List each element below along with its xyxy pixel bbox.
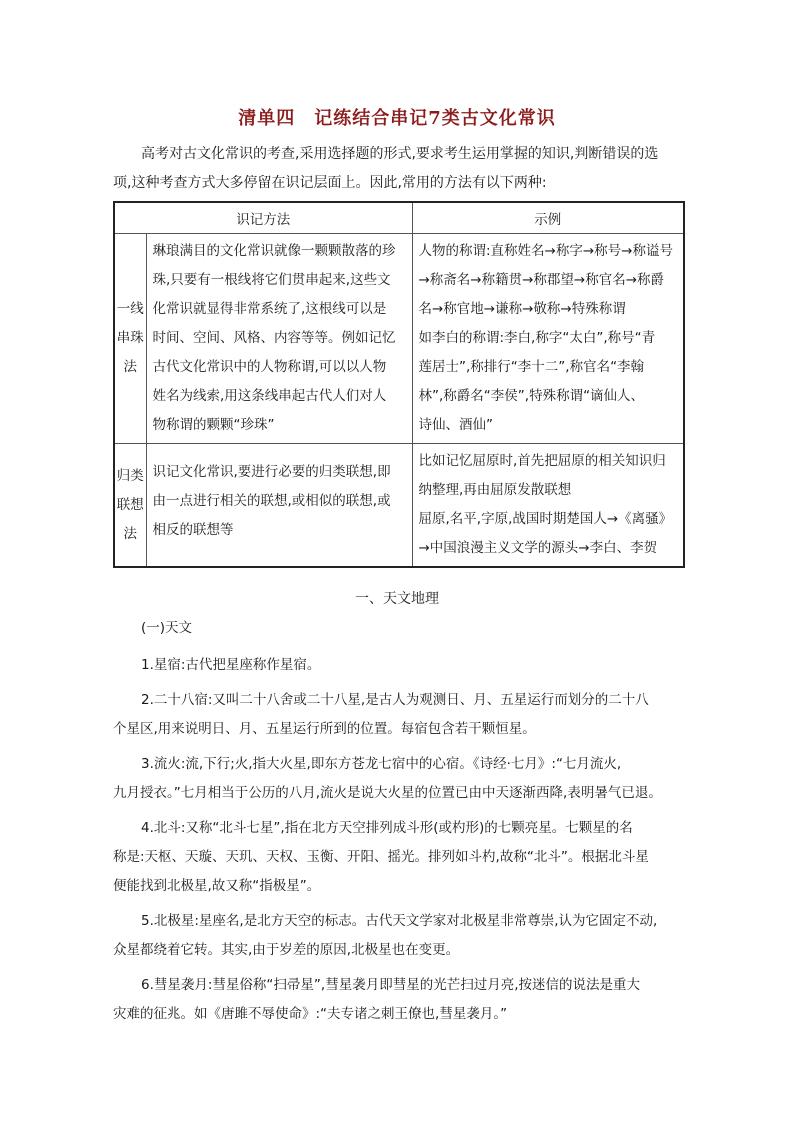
text-line: 古代文化常识中的人物称谓,可以以人物 xyxy=(152,359,387,375)
text-line: 琳琅满目的文化常识就像一颗颗散落的珍 xyxy=(152,243,396,259)
text-line: 便能找到北极星,故又称“指极星”。 xyxy=(113,878,321,894)
list-item xyxy=(113,971,683,1029)
text-line: 称是:天枢、天璇、天玑、天权、玉衡、开阳、摇光。排列如斗杓,故称“北斗”。根据北斗星 xyxy=(113,849,649,865)
text-line: 3.流火:流,下行;火,指大火星,即东方苍龙七宿中的心宿。《诗经·七月》:“七月流火, xyxy=(141,756,622,772)
list-item xyxy=(113,750,683,808)
text-line: 林”,称爵名“李侯”,特殊称谓“谪仙人、 xyxy=(418,388,645,404)
text-line: 个星区,用来说明日、月、五星运行所到的位置。每宿包含若干颗恒星。 xyxy=(113,721,536,737)
header-method: 识记方法 xyxy=(114,202,412,234)
method-example xyxy=(412,234,684,444)
label-line: 一线 xyxy=(116,301,144,317)
subsection-title: (一)天文 xyxy=(141,620,193,636)
text-line: 珠,只要有一根线将它们贯串起来,这些文 xyxy=(152,272,391,288)
label-line: 法 xyxy=(123,525,137,542)
header-example: 示例 xyxy=(412,202,684,234)
text-line: 比如记忆屈原时,首先把屈原的相关知识归 xyxy=(418,453,666,469)
table-header-row xyxy=(114,202,684,234)
text-line: 如李白的称谓:李白,称字“太白”,称号“青 xyxy=(418,330,656,346)
text-line: 物称谓的颗颗“珍珠” xyxy=(152,417,275,433)
list-item xyxy=(113,651,683,680)
intro-paragraph xyxy=(113,140,683,198)
text-line: 九月授衣。”七月相当于公历的八月,流火是说大火星的位置已由中天逐渐西降,表明暑气已退。 xyxy=(113,785,662,801)
text-line: 化常识就显得非常系统了,这根线可以是 xyxy=(152,301,387,317)
text-line: 4.北斗:又称“北斗七星”,指在北方天空排列成斗形(或杓形)的七颗亮星。七颗星的名 xyxy=(141,820,633,836)
text-line: 屈原,名平,字原,战国时期楚国人→《离骚》 xyxy=(418,511,673,527)
list-item xyxy=(113,814,683,901)
text-line: →称斋名→称籍贯→称郡望→称官名→称爵 xyxy=(418,272,665,288)
text-line: 2.二十八宿:又叫二十八舍或二十八星,是古人为观测日、月、五星运行而划分的二十八 xyxy=(141,692,649,708)
table-row xyxy=(114,234,684,444)
section-title: 一、天文地理 xyxy=(355,591,439,607)
text-line: →中国浪漫主义文学的源头→李白、李贺 xyxy=(418,540,658,556)
method-example xyxy=(412,444,684,568)
text-line: 灾难的征兆。如《唐雎不辱使命》:“夫专诸之刺王僚也,彗星袭月。” xyxy=(113,1006,508,1022)
text-line: 由一点进行相关的联想,或相似的联想,或 xyxy=(152,493,391,509)
method-label xyxy=(114,234,146,444)
text-line: 纳整理,再由屈原发散联想 xyxy=(418,482,572,498)
table-row xyxy=(114,444,684,568)
label-line: 归类 xyxy=(116,467,144,484)
body-text xyxy=(113,614,683,1029)
list-item xyxy=(113,907,683,965)
text-line: 5.北极星:星座名,是北方天空的标志。古代天文学家对北极星非常尊崇,认为它固定不动, xyxy=(141,913,658,929)
text-line: 众星都绕着它转。其实,由于岁差的原因,北极星也在变更。 xyxy=(113,942,460,958)
label-line: 法 xyxy=(123,359,137,375)
method-description xyxy=(146,444,412,568)
method-description xyxy=(146,234,412,444)
text-line: 时间、空间、风格、内容等等。例如记忆 xyxy=(152,330,396,346)
text-line: 相反的联想等 xyxy=(152,522,234,538)
text-line: 识记文化常识,要进行必要的归类联想,即 xyxy=(152,464,391,480)
list-item xyxy=(113,686,683,744)
method-table xyxy=(113,201,685,568)
text-line: 1.星宿:古代把星座称作星宿。 xyxy=(141,657,321,673)
intro-line: 项,这种考查方式大多停留在识记层面上。因此,常用的方法有以下两种: xyxy=(113,175,547,191)
text-line: 诗仙、酒仙” xyxy=(418,417,493,433)
text-line: 莲居士”,称排行“李十二”,称官名“李翰 xyxy=(418,359,645,375)
text-line: 6.彗星袭月:彗星俗称“扫帚星”,彗星袭月即彗星的光芒扫过月亮,按迷信的说法是重大 xyxy=(141,977,640,993)
intro-line: 高考对古文化常识的考查,采用选择题的形式,要求考生运用掌握的知识,判断错误的选 xyxy=(141,146,659,162)
text-line: 人物的称谓:直称姓名→称字→称号→称谥号 xyxy=(418,243,673,259)
label-line: 联想 xyxy=(116,496,144,513)
text-line: 名→称官地→谦称→敬称→特殊称谓 xyxy=(418,301,626,317)
page-title: 清单四 记练结合串记7类古文化常识 xyxy=(238,108,556,129)
text-line: 姓名为线索,用这条线串起古代人们对人 xyxy=(152,388,387,404)
label-line: 串珠 xyxy=(116,330,144,346)
method-label xyxy=(114,444,146,568)
